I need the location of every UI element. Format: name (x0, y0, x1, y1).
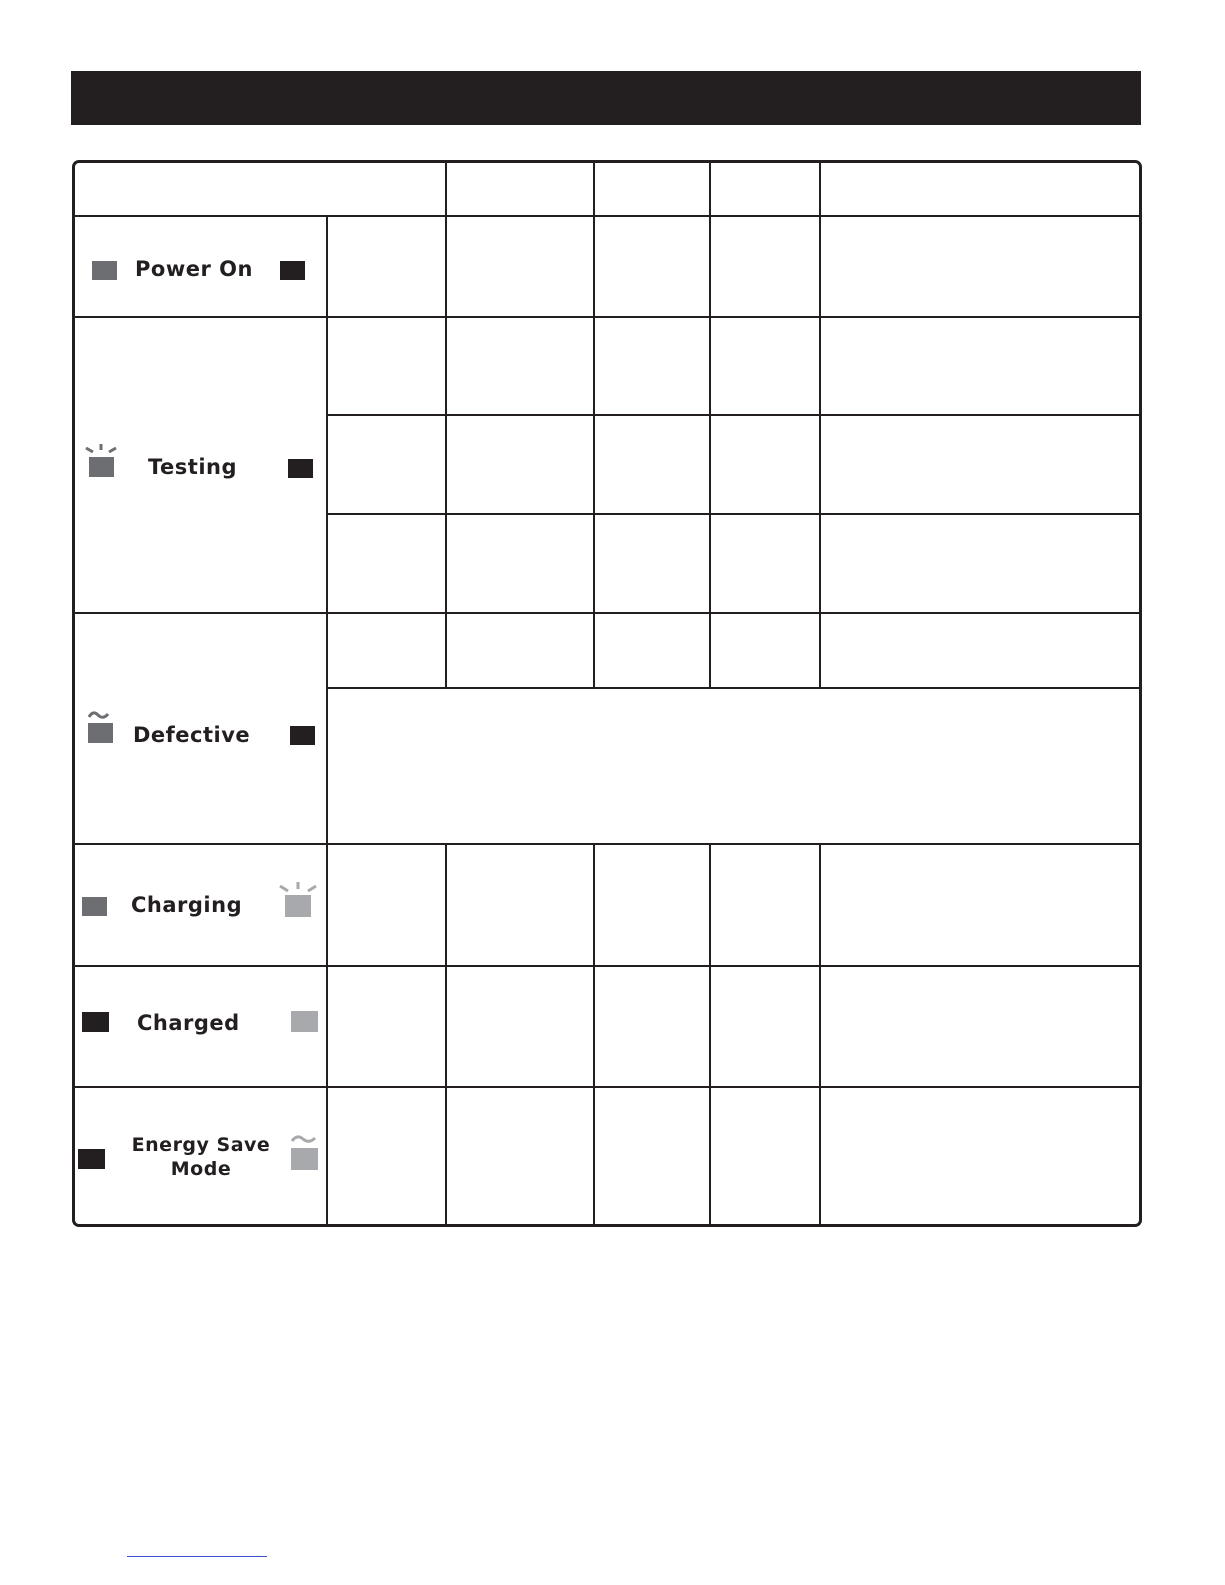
led-flickering-light-gray-icon (289, 1133, 321, 1173)
section-header-bar (71, 71, 1141, 125)
led-dark-gray-icon (82, 897, 107, 916)
row-divider (74, 843, 1140, 845)
status-label-testing: Testing (148, 455, 237, 479)
row-divider (327, 687, 1140, 689)
status-label-charged: Charged (137, 1011, 240, 1035)
row-divider (74, 965, 1140, 967)
row-divider (74, 316, 1140, 318)
led-black-icon (280, 261, 305, 280)
led-flickering-dark-gray-icon (86, 709, 116, 745)
status-label-charging: Charging (131, 893, 243, 917)
column-divider (819, 162, 821, 688)
row-divider (327, 414, 1140, 416)
column-divider (819, 844, 821, 1225)
column-divider (593, 162, 595, 688)
led-light-gray-icon (291, 1011, 318, 1032)
row-divider (74, 1086, 1140, 1088)
led-blinking-dark-gray-icon (84, 443, 120, 479)
led-black-icon (290, 726, 315, 745)
column-divider (445, 162, 447, 688)
footer-link-underline (127, 1556, 267, 1557)
led-dark-gray-icon (92, 261, 117, 280)
row-divider (327, 513, 1140, 515)
led-black-icon (288, 459, 313, 478)
status-label-line: Mode (170, 1158, 232, 1180)
led-blinking-light-gray-icon (278, 881, 318, 919)
column-divider (326, 216, 328, 1225)
led-black-icon (82, 1012, 109, 1032)
column-divider (709, 162, 711, 688)
column-divider (593, 844, 595, 1225)
column-divider (445, 844, 447, 1225)
status-label-energy-save-mode (118, 1133, 284, 1181)
led-black-icon (78, 1149, 105, 1169)
status-label-line: Energy Save (131, 1134, 271, 1156)
status-label-power-on: Power On (135, 257, 253, 281)
status-label-defective: Defective (133, 723, 251, 747)
row-divider (74, 612, 1140, 614)
column-divider (709, 844, 711, 1225)
led-status-table (72, 160, 1142, 1227)
row-divider (74, 215, 1140, 217)
